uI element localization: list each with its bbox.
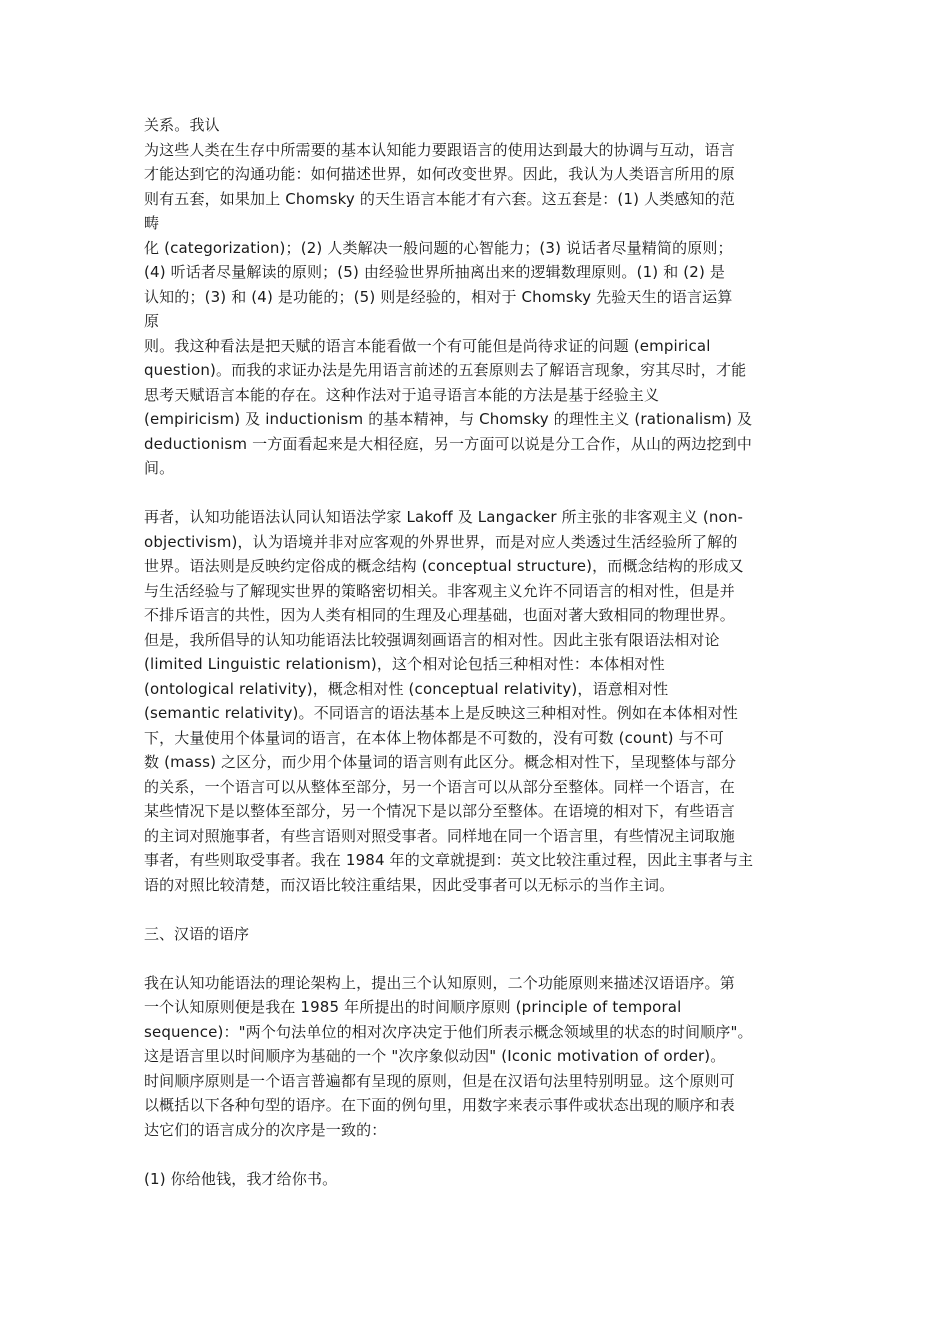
paragraph-3: [144, 971, 808, 1143]
text-line: 事者，有些则取受事者。我在 1984 年的文章就提到：英文比较注重过程，因此主事者与主: [144, 851, 754, 869]
text-line: 语的对照比较清楚，而汉语比较注重结果，因此受事者可以无标示的当作主词。: [144, 875, 675, 894]
text-line: 世界。语法则是反映约定俗成的概念结构 (conceptual structure)，而概念结构的形成又: [144, 557, 744, 575]
text-line: (ontological relativity)，概念相对性 (conceptual relativity)，语意相对性: [144, 679, 669, 698]
text-line: (4) 听话者尽量解读的原则；(5) 由经验世界所抽离出来的逻辑数理原则。(1) 和 (2) 是: [144, 263, 726, 281]
text-line: 化 (categorization)；(2) 人类解决一般问题的心智能力；(3) 说话者尽量精简的原则；: [144, 238, 733, 257]
text-line: 思考天赋语言本能的存在。这种作法对于追寻语言本能的方法是基于经验主义: [144, 385, 660, 404]
paragraph-1: [144, 113, 808, 481]
paragraph-spacer: [144, 897, 808, 922]
text-line: 达它们的语言成分的次序是一致的：: [144, 1120, 387, 1139]
text-line: 下，大量使用个体量词的语言，在本体上物体都是不可数的，没有可数 (count) 与不可: [144, 728, 725, 747]
text-line: (limited Linguistic relationism)，这个相对论包括三种相对性：本体相对性: [144, 655, 665, 673]
text-line: 的主词对照施事者，有些言语则对照受事者。同样地在同一个语言里，有些情况主词取施: [144, 826, 735, 845]
text-line: 间。: [144, 459, 175, 477]
paragraph-2: [144, 505, 808, 897]
text-line: 再者，认知功能语法认同认知语法学家 Lakoff 及 Langacker 所主张的非客观主义 (non-: [144, 508, 744, 526]
text-line: 原: [144, 312, 160, 330]
text-line: 但是，我所倡导的认知功能语法比较强调刻画语言的相对性。因此主张有限语法相对论: [144, 630, 720, 649]
section-heading: 三、汉语的语序: [144, 924, 250, 943]
text-line: 时间顺序原则是一个语言普遍都有呈现的原则，但是在汉语句法里特别明显。这个原则可: [144, 1071, 735, 1090]
text-line: 这是语言里以时间顺序为基础的一个 "次序象似动因" (Iconic motivation of order)。: [144, 1047, 726, 1065]
text-line: 畴: [144, 214, 160, 232]
text-line: (empiricism) 及 inductionism 的基本精神，与 Chomsky 的理性主义 (rationalism) 及: [144, 410, 753, 428]
text-line: 数 (mass) 之区分，而少用个体量词的语言则有此区分。概念相对性下，呈现整体与部分: [144, 753, 737, 771]
text-line: 与生活经验与了解现实世界的策略密切相关。非客观主义允许不同语言的相对性，但是并: [144, 581, 735, 600]
text-line: 我在认知功能语法的理论架构上，提出三个认知原则，二个功能原则来描述汉语语序。第: [144, 973, 735, 992]
text-line: 才能达到它的沟通功能：如何描述世界，如何改变世界。因此，我认为人类语言所用的原: [144, 165, 735, 183]
text-line: sequence)："两个句法单位的相对次序决定于他们所表示概念领域里的状态的时间顺序"。: [144, 1022, 753, 1041]
text-line: (semantic relativity)。不同语言的语法基本上是反映这三种相对性。例如在本体相对性: [144, 704, 738, 722]
paragraph-spacer: [144, 1142, 808, 1167]
text-line: 为这些人类在生存中所需要的基本认知能力要跟语言的使用达到最大的协调与互动，语言: [144, 140, 735, 159]
text-line: question)。而我的求证办法是先用语言前述的五套原则去了解语言现象，穷其尽时，才能: [144, 361, 747, 379]
text-line: 关系。我认: [144, 116, 220, 134]
example-sentence: (1) 你给他钱，我才给你书。: [144, 1169, 338, 1188]
text-line: 一个认知原则便是我在 1985 年所提出的时间顺序原则 (principle of temporal: [144, 998, 682, 1016]
text-line: 的关系，一个语言可以从整体至部分，另一个语言可以从部分至整体。同样一个语言，在: [144, 777, 735, 796]
paragraph-spacer: [144, 481, 808, 506]
text-line: 不排斥语言的共性，因为人类有相同的生理及心理基础，也面对著大致相同的物理世界。: [144, 606, 735, 624]
text-line: 则。我这种看法是把天赋的语言本能看做一个有可能但是尚待求证的问题 (empirical: [144, 336, 711, 355]
paragraph-spacer: [144, 946, 808, 971]
text-line: objectivism)，认为语境并非对应客观的外界世界，而是对应人类透过生活经验所了解的: [144, 532, 738, 551]
text-line: 则有五套，如果加上 Chomsky 的天生语言本能才有六套。这五套是：(1) 人类感知的范: [144, 189, 735, 208]
text-line: 以概括以下各种句型的语序。在下面的例句里，用数字来表示事件或状态出现的顺序和表: [144, 1096, 735, 1114]
text-line: 认知的；(3) 和 (4) 是功能的；(5) 则是经验的，相对于 Chomsky 先验天生的语言运算: [144, 287, 733, 306]
text-line: deductionism 一方面看起来是大相径庭，另一方面可以说是分工合作，从山的两边挖到中: [144, 434, 753, 453]
document-page: [144, 113, 808, 1191]
text-line: 某些情况下是以整体至部分，另一个情况下是以部分至整体。在语境的相对下，有些语言: [144, 802, 735, 820]
